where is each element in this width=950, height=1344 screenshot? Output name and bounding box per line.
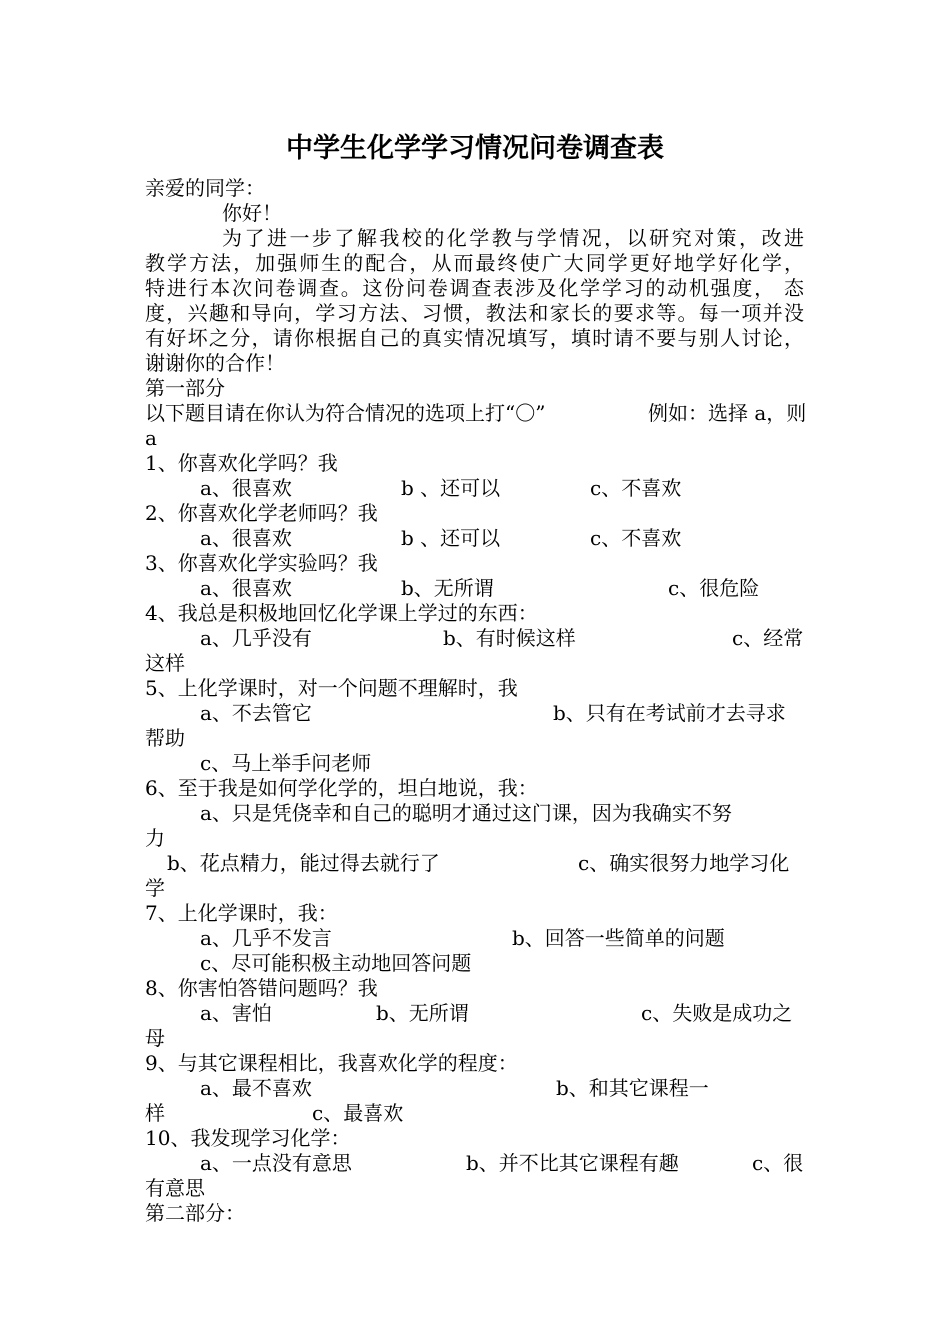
question-10: 10、我发现学习化学： [145,1126,351,1150]
q1-option-a: a、很喜欢 [200,476,292,500]
q2-option-c: c、不喜欢 [590,526,682,550]
intro-line-1: 为了进一步了解我校的化学教与学情况，以研究对策，改进 [222,226,804,250]
question-8: 8、你害怕答错问题吗？我 [145,976,378,1000]
part1-heading: 第一部分 [145,376,225,400]
q6-option-a: a、只是凭侥幸和自己的聪明才通过这门课，因为我确实不努 [200,801,732,825]
question-7: 7、上化学课时，我： [145,901,338,925]
salutation: 亲爱的同学： [145,176,265,200]
q5-option-c: c、马上举手问老师 [200,751,372,775]
q9-option-b: b、和其它课程一 [556,1076,709,1100]
q6-option-c-cont: 学 [145,876,165,900]
document-title: 中学生化学学习情况问卷调查表 [286,133,664,164]
q4-option-b: b、有时候这样 [443,626,576,650]
intro-line-2: 教学方法，加强师生的配合，从而最终使广大同学更好地学好化学， [145,251,804,275]
q8-option-c: c、失败是成功之 [641,1001,793,1025]
q3-option-b: b、无所谓 [401,576,494,600]
q4-option-a: a、几乎没有 [200,626,312,650]
intro-line-6: 谢谢你的合作！ [145,351,285,375]
q8-option-c-cont: 母 [145,1026,165,1050]
q6-option-b: b、花点精力，能过得去就行了 [167,851,440,875]
q5-option-a: a、不去管它 [200,701,312,725]
intro-line-3: 特进行本次问卷调查。这份问卷调查表涉及化学学习的动机强度， 态 [145,276,804,300]
q9-option-c: c、最喜欢 [312,1101,404,1125]
q10-option-a: a、一点没有意思 [200,1151,352,1175]
q8-option-a: a、害怕 [200,1001,272,1025]
q8-option-b: b、无所谓 [376,1001,469,1025]
q9-option-a: a、最不喜欢 [200,1076,312,1100]
q4-option-c-cont: 这样 [145,651,185,675]
q5-option-b-cont: 帮助 [145,726,185,750]
part2-heading: 第二部分： [145,1201,245,1225]
question-1: 1、你喜欢化学吗？我 [145,451,338,475]
q9-option-b-cont: 样 [145,1101,165,1125]
q7-option-c: c、尽可能积极主动地回答问题 [200,951,472,975]
question-9: 9、与其它课程相比，我喜欢化学的程度： [145,1051,518,1075]
question-4: 4、我总是积极地回忆化学课上学过的东西： [145,601,538,625]
q10-option-c-cont: 有意思 [145,1176,205,1200]
q1-option-c: c、不喜欢 [590,476,682,500]
q6-option-a-cont: 力 [145,826,165,850]
example: 例如：选择 a，则 [648,401,807,425]
q1-option-b: b 、还可以 [401,476,501,500]
greeting: 你好！ [222,201,282,225]
q2-option-b: b 、还可以 [401,526,501,550]
q6-option-c: c、确实很努力地学习化 [578,851,790,875]
q10-option-c: c、很 [752,1151,804,1175]
intro-line-5: 有好坏之分，请你根据自己的真实情况填写，填时请不要与别人讨论， [145,326,804,350]
example-cont: a [145,426,157,450]
intro-line-4: 度，兴趣和导向，学习方法、习惯，教法和家长的要求等。每一项并没 [145,301,804,325]
q4-option-c: c、经常 [732,626,804,650]
q3-option-c: c、很危险 [668,576,760,600]
q3-option-a: a、很喜欢 [200,576,292,600]
question-6: 6、至于我是如何学化学的，坦白地说，我： [145,776,538,800]
question-3: 3、你喜欢化学实验吗？我 [145,551,378,575]
question-2: 2、你喜欢化学老师吗？我 [145,501,378,525]
q5-option-b: b、只有在考试前才去寻求 [553,701,786,725]
q10-option-b: b、并不比其它课程有趣 [466,1151,679,1175]
q7-option-b: b、回答一些简单的问题 [512,926,725,950]
question-5: 5、上化学课时，对一个问题不理解时，我 [145,676,518,700]
q7-option-a: a、几乎不发言 [200,926,332,950]
instruction: 以下题目请在你认为符合情况的选项上打“〇” [145,401,546,425]
q2-option-a: a、很喜欢 [200,526,292,550]
